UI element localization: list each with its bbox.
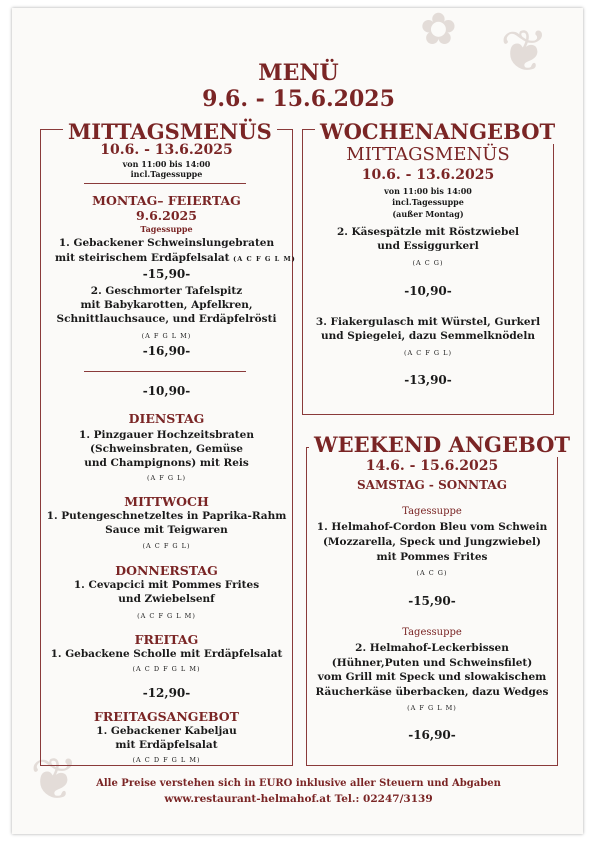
week-offer-dates: 10.6. - 13.6.2025 xyxy=(361,167,495,183)
week-dish3-line1: 3. Fiakergulasch mit Würstel, Gurkerl xyxy=(315,316,541,328)
friday-offer-allergens: (A C D F G L M) xyxy=(132,756,201,764)
thursday-line2: und Zwiebelsenf xyxy=(118,593,215,605)
friday-line1: 1. Gebackene Scholle mit Erdäpfelsalat xyxy=(50,648,283,660)
tuesday-line1: 1. Pinzgauer Hochzeitsbraten xyxy=(79,429,254,441)
monday-dish1-line2: mit steirischem Erdäpfelsalat (A C F G L M) xyxy=(55,252,296,264)
friday-offer-title: FREITAGSANGEBOT xyxy=(94,709,239,724)
monday-soup: Tagessuppe xyxy=(140,224,193,234)
week-dish3-price: -13,90- xyxy=(404,373,452,387)
week-offer-title: WOCHENANGEBOT xyxy=(315,119,560,144)
weekend-dish2-price: -16,90- xyxy=(408,728,456,742)
week-dish2-line2: und Essiggurkerl xyxy=(377,240,479,252)
left-soup-note: incl.Tagessuppe xyxy=(130,169,203,179)
footer-contact: www.restaurant-helmahof.at Tel.: 02247/3139 xyxy=(164,793,433,805)
monday-dish2-line2: mit Babykarotten, Apfelkren, xyxy=(80,299,253,311)
weekend-dish2-line2: (Hühner,Puten und Schweinsfilet) xyxy=(331,657,533,669)
ornament-top-right: ❦ xyxy=(500,17,549,85)
tuesday-allergens: (A F G L) xyxy=(147,474,186,482)
weekend-dish1-line1: 1. Helmahof-Cordon Bleu vom Schwein xyxy=(316,521,548,533)
weekend-dish2-line1: 2. Helmahof-Leckerbissen xyxy=(355,642,509,654)
monday-label: MONTAG– FEIERTAG xyxy=(92,193,241,208)
monday-dish2-price: -16,90- xyxy=(142,344,191,358)
friday-label: FREITAG xyxy=(134,632,199,647)
weekend-dish2-line3: vom Grill mit Speck und slowakischem xyxy=(317,671,547,683)
weekend-dish2-line4: Räucherkäse überbacken, dazu Wedges xyxy=(315,686,549,698)
divider xyxy=(84,183,246,184)
week-dish2-allergens: (A C G) xyxy=(412,259,444,267)
weekend-dish1-line3: mit Pommes Frites xyxy=(376,551,488,563)
friday-price: -12,90- xyxy=(142,686,191,700)
week-dish2-price: -10,90- xyxy=(404,284,452,298)
monday-dish2-allergens: (A F G L M) xyxy=(141,332,192,340)
wednesday-line2: Sauce mit Teigwaren xyxy=(105,524,228,536)
weekend-days: SAMSTAG - SONNTAG xyxy=(357,478,507,492)
week-offer-except-note: (außer Montag) xyxy=(392,209,464,219)
thursday-allergens: (A C F G L M) xyxy=(137,612,196,620)
friday-offer-line1: 1. Gebackener Kabeljau xyxy=(96,725,237,737)
monday-dish1-price: -15,90- xyxy=(142,267,191,281)
tuesday-line2: (Schweinsbraten, Gemüse xyxy=(90,443,243,455)
ornament-top-right-2: ✿ xyxy=(420,4,457,55)
weekend-soup1: Tagessuppe xyxy=(402,506,462,517)
weekend-dish1-allergens: (A C G) xyxy=(416,569,448,577)
ornament-bottom-left: ❦ xyxy=(30,745,79,813)
week-dish2-line1: 2. Käsespätzle mit Röstzwiebel xyxy=(336,226,520,238)
monday-dish1-line1: 1. Gebackener Schweinslungebraten xyxy=(58,237,275,249)
week-offer-time: von 11:00 bis 14:00 xyxy=(384,186,472,196)
weekend-soup2: Tagessuppe xyxy=(402,627,462,638)
monday-dish2-line3: Schnittlauchsauce, und Erdäpfelrösti xyxy=(56,313,277,325)
weekend-dish1-price: -15,90- xyxy=(408,594,456,608)
thursday-label: DONNERSTAG xyxy=(115,563,218,578)
footer-note: Alle Preise verstehen sich in EURO inklusive aller Steuern und Abgaben xyxy=(96,778,501,789)
divider xyxy=(84,371,246,372)
monday-date: 9.6.2025 xyxy=(136,208,197,223)
week-offer-subtitle: MITTAGSMENÜS xyxy=(346,144,510,165)
menu-title: MENÜ xyxy=(258,60,339,86)
weekend-dates: 14.6. - 15.6.2025 xyxy=(365,458,499,474)
left-dates: 10.6. - 13.6.2025 xyxy=(100,142,233,158)
wednesday-line1: 1. Putengeschnetzeltes in Paprika-Rahm xyxy=(46,510,287,522)
friday-allergens: (A C D F G L M) xyxy=(132,665,201,673)
friday-offer-line2: mit Erdäpfelsalat xyxy=(115,739,218,751)
wednesday-label: MITTWOCH xyxy=(124,494,209,509)
left-time: von 11:00 bis 14:00 xyxy=(122,159,211,169)
weekday-price: -10,90- xyxy=(142,384,191,398)
thursday-line1: 1. Cevapcici mit Pommes Frites xyxy=(73,579,260,591)
weekend-dish2-allergens: (A F G L M) xyxy=(407,704,457,712)
weekend-dish1-line2: (Mozzarella, Speck und Jungzwiebel) xyxy=(322,536,542,548)
tuesday-line3: und Champignons) mit Reis xyxy=(84,457,249,469)
monday-dish2-line1: 2. Geschmorter Tafelspitz xyxy=(90,285,243,297)
weekend-title: WEEKEND ANGEBOT xyxy=(309,432,575,457)
menu-dates: 9.6. - 15.6.2025 xyxy=(202,86,395,112)
week-dish3-allergens: (A C F G L) xyxy=(403,349,453,357)
tuesday-label: DIENSTAG xyxy=(128,411,205,426)
wednesday-allergens: (A C F G L) xyxy=(142,542,191,550)
left-box-title: MITTAGSMENÜS xyxy=(63,119,277,144)
week-dish3-line2: und Spiegelei, dazu Semmelknödeln xyxy=(321,330,535,342)
week-offer-soup-note: incl.Tagessuppe xyxy=(392,197,464,207)
